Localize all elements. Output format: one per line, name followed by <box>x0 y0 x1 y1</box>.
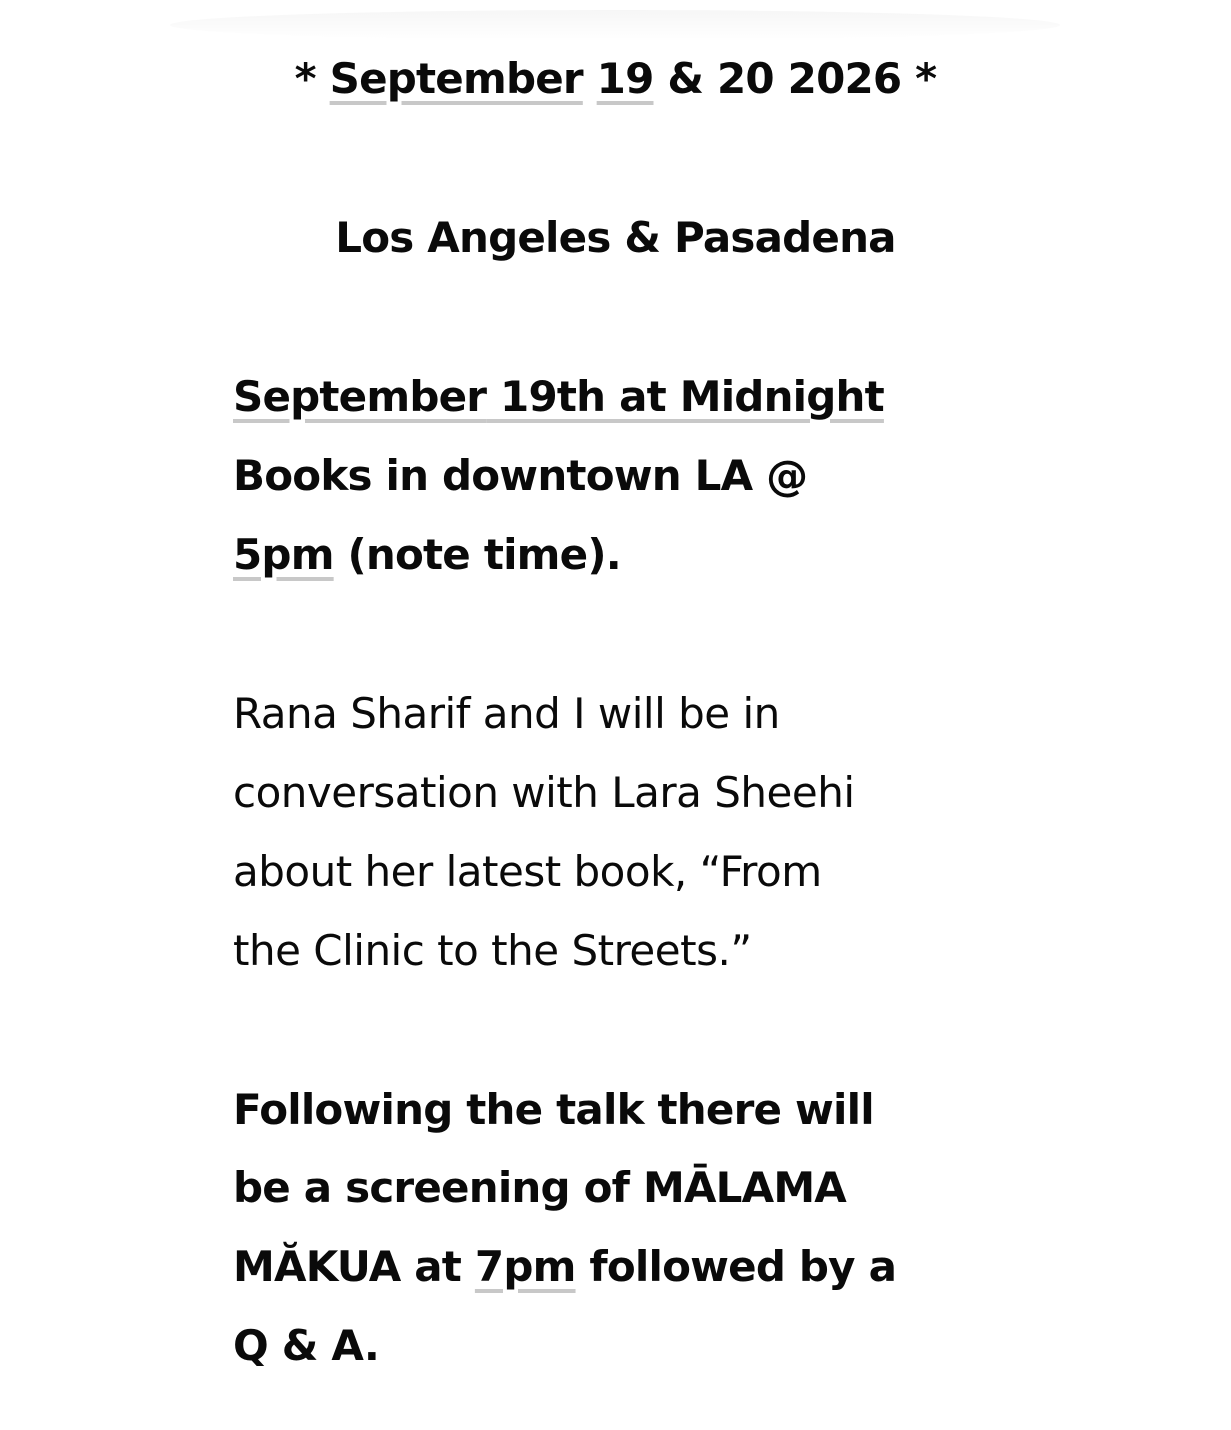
location-heading: Los Angeles & Pasadena <box>335 213 896 262</box>
top-shadow <box>170 10 1060 40</box>
conversation-line-2: conversation with Lara Sheehi <box>233 768 855 817</box>
event-date-link-month: September <box>233 372 487 421</box>
screening-line-1: Following the talk there will <box>233 1085 874 1134</box>
star-left: * <box>294 54 330 103</box>
event-time-link[interactable]: 5pm <box>233 530 334 579</box>
date-link-19[interactable]: 19 <box>596 54 654 103</box>
event-line-3 <box>233 530 621 580</box>
screening-line-4: Q & A. <box>233 1321 380 1370</box>
event-dates-heading <box>0 54 1231 104</box>
screening-film-title: MĂKUA at <box>233 1242 475 1291</box>
event-date-link[interactable] <box>233 372 884 421</box>
conversation-line-3: about her latest book, “From <box>233 847 822 896</box>
conversation-line-4: the Clinic to the Streets.” <box>233 926 752 975</box>
event-line-1 <box>233 372 884 422</box>
conversation-line-1: Rana Sharif and I will be in <box>233 689 780 738</box>
screening-time-link[interactable]: 7pm <box>474 1242 576 1291</box>
screening-line-2: be a screening of MĀLAMA <box>233 1163 847 1212</box>
screening-line-3 <box>233 1242 896 1292</box>
event-time-note: (note time). <box>333 530 621 579</box>
star-right: * <box>901 54 937 103</box>
screening-followup: followed by a <box>575 1242 897 1291</box>
event-line-2: Books in downtown LA @ <box>233 451 808 500</box>
date-rest: & 20 2026 <box>653 54 902 103</box>
date-gap <box>583 54 597 103</box>
event-date-link-rest: 19th at Midnight <box>486 372 884 421</box>
date-link-september[interactable]: September <box>329 54 583 103</box>
